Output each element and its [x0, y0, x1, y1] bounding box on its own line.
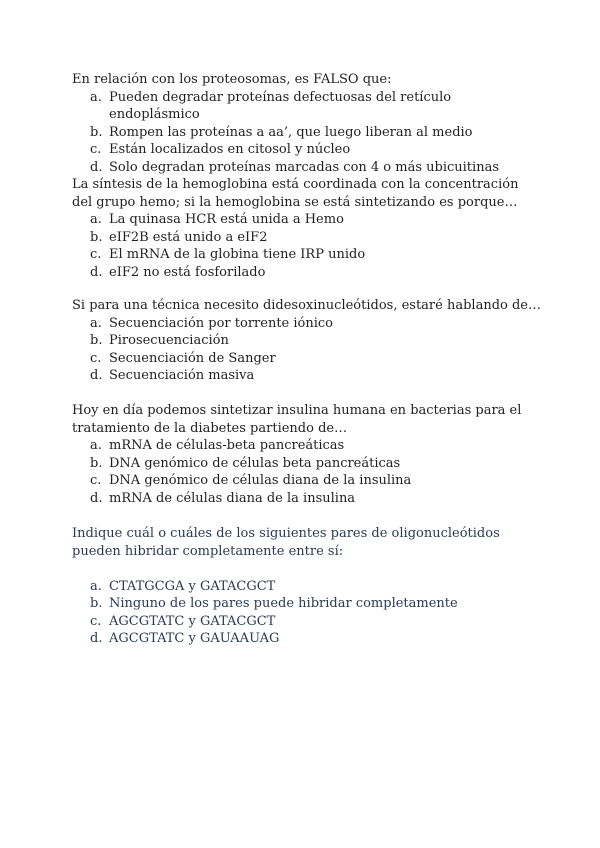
- question-5-options: [72, 578, 542, 648]
- option-5b: [90, 595, 542, 613]
- option-3d: [90, 367, 542, 385]
- question-3: [72, 297, 542, 385]
- option-2b: [90, 229, 542, 247]
- option-2a: [90, 211, 542, 229]
- option-letter: b.: [90, 333, 103, 348]
- question-3-options: [72, 315, 542, 385]
- question-2-options: [72, 211, 542, 281]
- option-letter: a.: [90, 578, 102, 594]
- option-text: CTATGCGA y GATACGCT: [109, 578, 276, 594]
- option-letter: a.: [90, 315, 102, 331]
- option-letter: d.: [90, 631, 103, 646]
- option-letter: c.: [90, 142, 102, 157]
- question-3-stem: Si para una técnica necesito didesoxinucleótidos, estaré hablando de…: [72, 298, 541, 313]
- option-text: DNA genómico de células beta pancreáticas: [109, 455, 401, 471]
- option-text: Están localizados en citosol y núcleo: [109, 142, 351, 157]
- option-text: Pirosecuenciación: [109, 333, 229, 348]
- question-2: [72, 176, 542, 281]
- option-letter: c.: [90, 613, 102, 629]
- option-text: Secuenciación por torrente iónico: [109, 315, 333, 331]
- option-5a: [90, 578, 542, 596]
- option-1c: [90, 141, 542, 159]
- option-letter: b.: [90, 229, 103, 245]
- option-text: Ninguno de los pares puede hibridar completamente: [109, 596, 458, 611]
- question-5-stem: Indique cuál o cuáles de los siguientes pares de oligonucleótidos pueden hibridar completamente entre sí:: [72, 526, 500, 559]
- question-1-options: [72, 89, 542, 177]
- option-2d: [90, 264, 542, 282]
- option-5d: [90, 630, 542, 648]
- option-letter: c.: [90, 473, 102, 488]
- option-text: mRNA de células diana de la insulina: [109, 490, 356, 506]
- question-5: [72, 525, 542, 648]
- option-4a: [90, 437, 542, 455]
- option-text: Secuenciación de Sanger: [109, 350, 276, 366]
- option-2c: [90, 246, 542, 264]
- option-text: La quinasa HCR está unida a Hemo: [109, 212, 344, 227]
- option-text: El mRNA de la globina tiene IRP unido: [109, 247, 366, 262]
- option-letter: c.: [90, 247, 102, 262]
- option-4d: [90, 490, 542, 508]
- option-4b: [90, 455, 542, 473]
- option-letter: d.: [90, 368, 103, 383]
- option-letter: d.: [90, 264, 103, 280]
- option-4c: [90, 472, 542, 490]
- option-1d: [90, 159, 542, 177]
- option-letter: a.: [90, 212, 102, 227]
- option-letter: b.: [90, 455, 103, 471]
- option-letter: d.: [90, 159, 103, 175]
- option-text: Pueden degradar proteínas defectuosas del retículo endoplásmico: [109, 89, 452, 122]
- option-letter: b.: [90, 596, 103, 611]
- option-text: AGCGTATC y GAUAAUAG: [109, 631, 280, 646]
- question-1: [72, 71, 542, 176]
- option-letter: a.: [90, 438, 102, 453]
- option-text: eIF2B está unido a eIF2: [109, 229, 268, 245]
- option-3a: [90, 315, 542, 333]
- option-3b: [90, 332, 542, 350]
- option-1b: [90, 124, 542, 142]
- option-letter: a.: [90, 89, 102, 105]
- question-4-stem: Hoy en día podemos sintetizar insulina humana en bacterias para el tratamiento de la diabetes partiendo de…: [72, 403, 522, 436]
- option-letter: b.: [90, 124, 103, 140]
- option-1a: [90, 89, 542, 124]
- question-4-options: [72, 437, 542, 507]
- question-2-stem: La síntesis de la hemoglobina está coordinada con la concentración del grupo hemo; si la hemoglobina se está sintetizando es porque…: [72, 177, 519, 210]
- question-1-stem: En relación con los proteosomas, es FALSO que:: [72, 72, 392, 87]
- option-5c: [90, 613, 542, 631]
- option-text: DNA genómico de células diana de la insulina: [109, 473, 412, 488]
- option-letter: d.: [90, 490, 103, 506]
- option-letter: c.: [90, 350, 102, 366]
- option-3c: [90, 350, 542, 368]
- option-text: AGCGTATC y GATACGCT: [109, 613, 276, 629]
- option-text: Solo degradan proteínas marcadas con 4 o más ubicuitinas: [109, 159, 499, 175]
- option-text: eIF2 no está fosforilado: [109, 264, 266, 280]
- option-text: mRNA de células-beta pancreáticas: [109, 438, 345, 453]
- option-text: Rompen las proteínas a aa’, que luego liberan al medio: [109, 124, 473, 140]
- option-text: Secuenciación masiva: [109, 368, 255, 383]
- question-4: [72, 402, 542, 507]
